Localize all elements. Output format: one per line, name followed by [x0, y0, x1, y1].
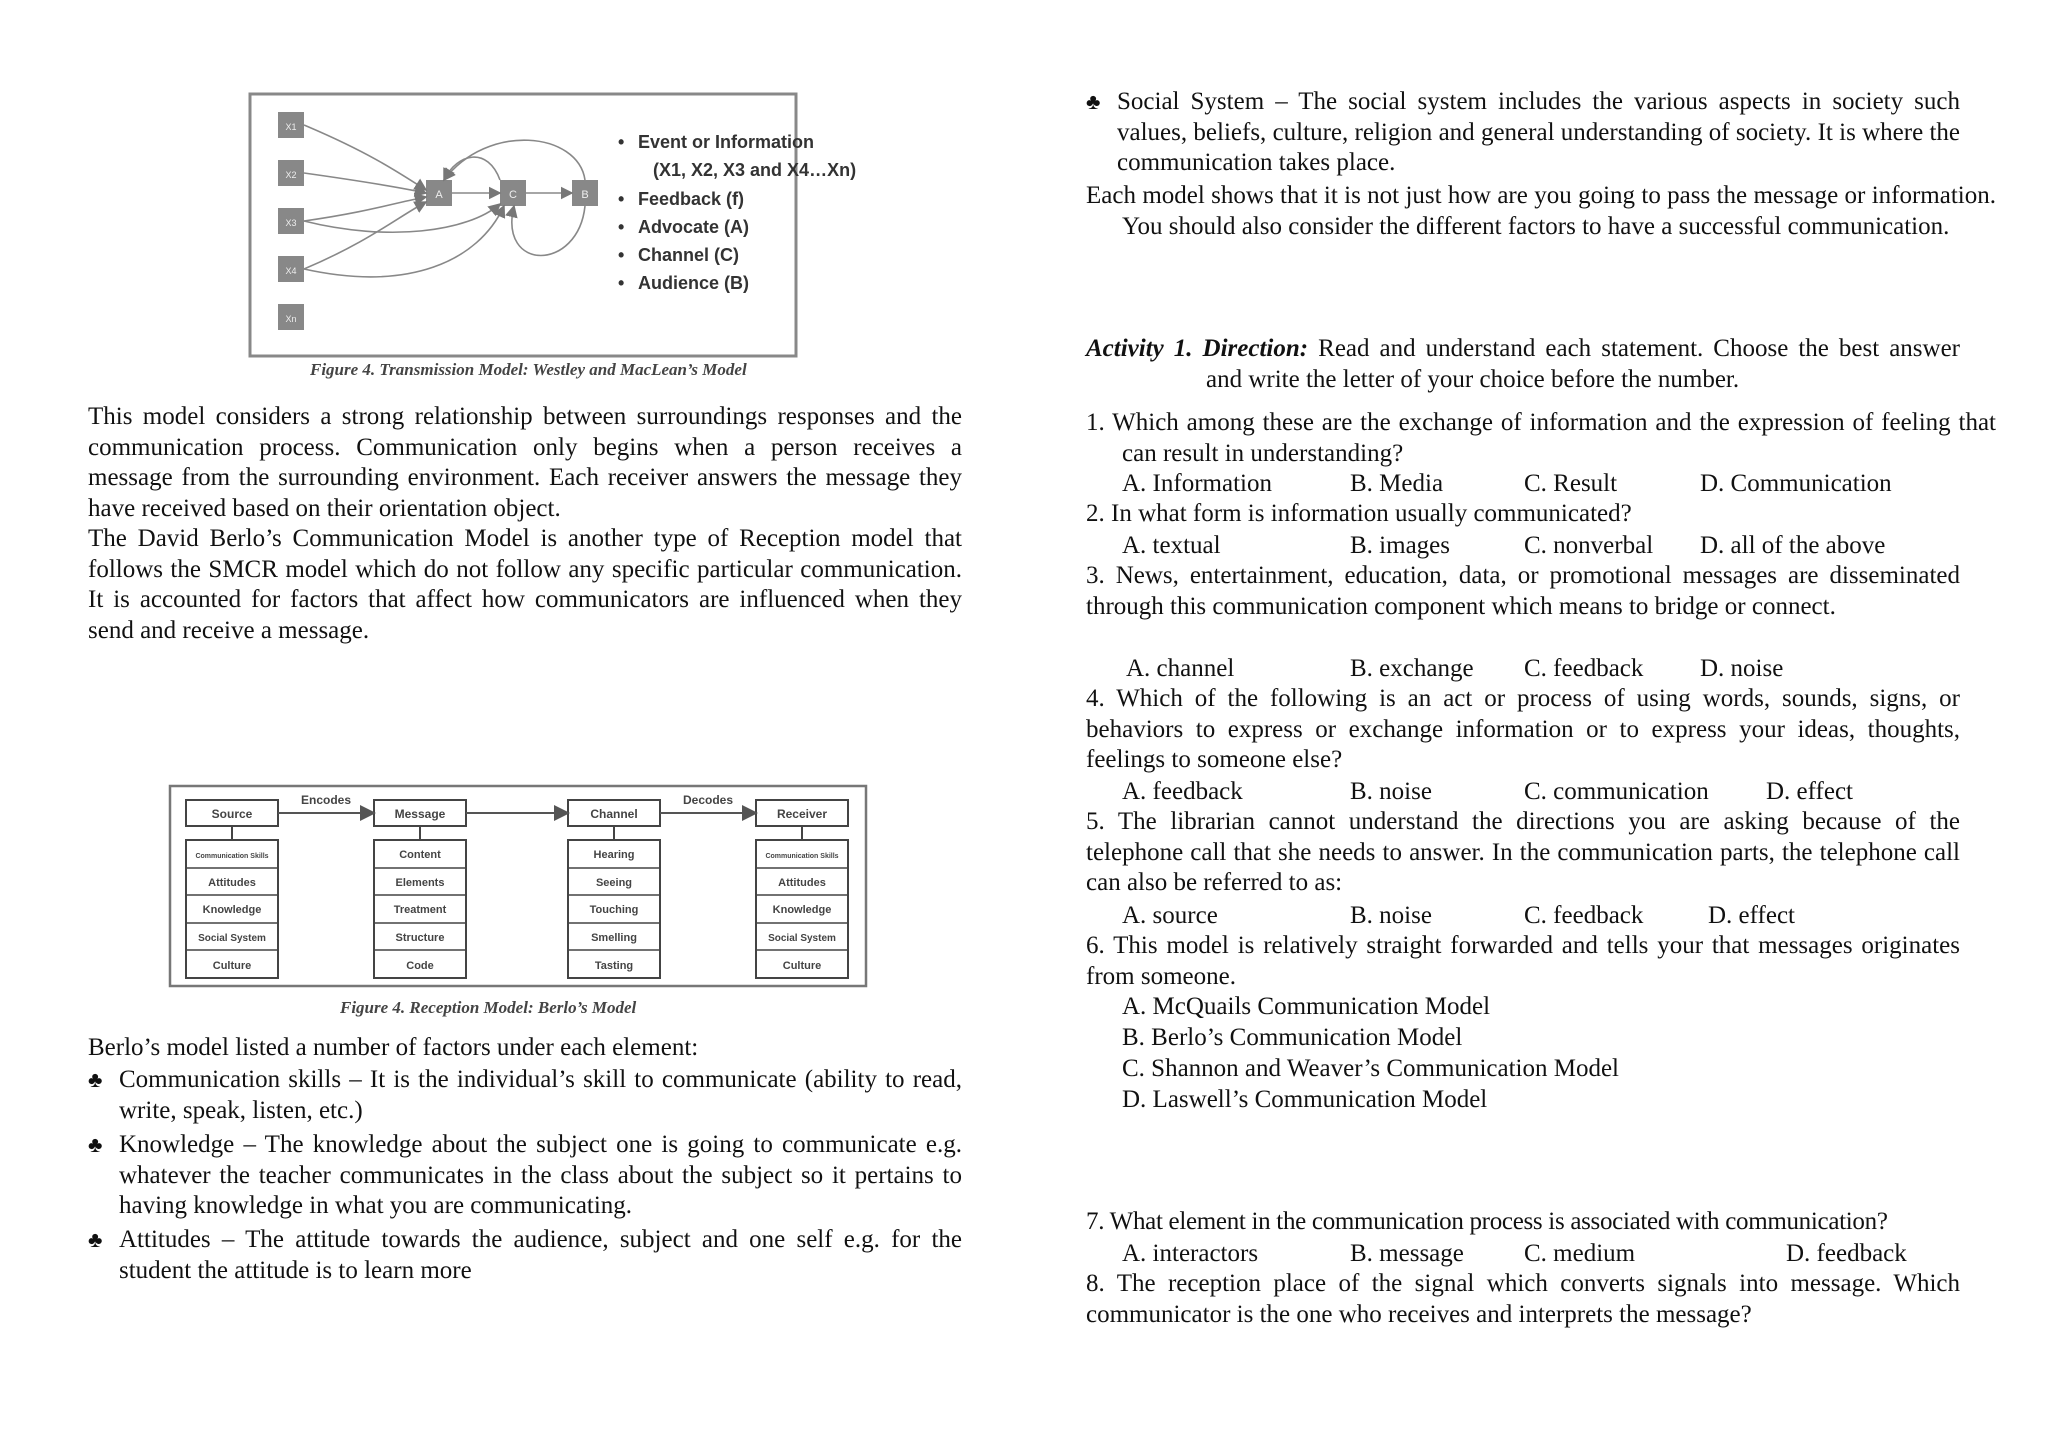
- berlo-source-items: [186, 840, 278, 978]
- berlo-source-head: Source: [211, 807, 253, 821]
- question-5: 5. The librarian cannot understand the directions you are asking because of the telephone call that she needs to answer. In the communication parts, the telephone call can also be referred to as:: [1086, 808, 1960, 896]
- question-1: 1. Which among these are the exchange of information and the expression of feeling that can result in understanding?: [1086, 409, 1996, 467]
- berlo-decodes: Decodes: [682, 793, 734, 807]
- q1-option-a: A. Information: [1122, 470, 1272, 497]
- question-7-options: [1086, 1238, 1960, 1269]
- club-icon: ♣: [88, 1227, 103, 1252]
- berlo-diagram: [168, 782, 880, 992]
- berlo-receiver-item-2: Attitudes: [778, 877, 826, 889]
- q6-option-d: D. Laswell’s Communication Model: [1122, 1086, 1488, 1113]
- legend-event: Event or Information: [638, 132, 815, 152]
- berlo-encodes: Encodes: [300, 793, 352, 807]
- figure1-caption: Figure 4. Transmission Model: Westley and MacLean’s Model: [310, 360, 747, 379]
- berlo-source-item-1: Communication Skills: [195, 853, 269, 860]
- legend-advocate: Advocate (A): [638, 217, 750, 237]
- figure2-caption: Figure 4. Reception Model: Berlo’s Model: [340, 998, 637, 1017]
- q5-option-b: B. noise: [1350, 902, 1432, 929]
- question-6: 6. This model is relatively straight forwarded and tells your that messages originates from someone.: [1086, 932, 1960, 990]
- club-icon: ♣: [88, 1132, 103, 1157]
- berlo-channel-item-1: Hearing: [593, 849, 635, 861]
- club-icon: ♣: [88, 1067, 103, 1092]
- berlo-message-item-3: Treatment: [393, 904, 447, 916]
- q1-option-c: C. Result: [1524, 470, 1618, 497]
- berlo-receiver-items: [756, 840, 848, 978]
- legend-audience: Audience (B): [638, 273, 750, 293]
- bullet-attitudes: [88, 1225, 962, 1286]
- q1-option-d: D. Communication: [1700, 470, 1892, 497]
- activity-label: Activity 1. Direction:: [1086, 335, 1309, 362]
- berlo-message-head: Message: [394, 807, 446, 821]
- berlo-channel-item-5: Tasting: [594, 960, 634, 972]
- figure-berlo: [168, 782, 880, 992]
- q7-option-a: A. interactors: [1122, 1240, 1259, 1267]
- q2-option-b: B. images: [1350, 532, 1450, 559]
- question-8: 8. The reception place of the signal which converts signals into message. Which communicator is the one who receives and interprets the message?: [1086, 1270, 1960, 1328]
- figure-westley-maclean: [248, 92, 886, 358]
- q7-option-b: B. message: [1350, 1240, 1464, 1267]
- q6-option-a: A. McQuails Communication Model: [1122, 993, 1491, 1020]
- berlo-message-items: [374, 840, 466, 978]
- westley-maclean-diagram: [248, 92, 886, 358]
- svg-text:•: •: [618, 132, 625, 152]
- berlo-source-item-4: Social System: [198, 933, 266, 944]
- q2-option-a: A. textual: [1122, 532, 1221, 559]
- q4-option-d: D. effect: [1766, 778, 1853, 805]
- bullet-social-system: [1086, 87, 1960, 179]
- q3-option-c: C. feedback: [1524, 655, 1644, 682]
- berlo-message-item-1: Content: [399, 849, 441, 861]
- q4-option-b: B. noise: [1350, 778, 1432, 805]
- bullet-text: Knowledge – The knowledge about the subject one is going to communicate e.g. whatever the teacher communicates in the class about the subject so it pertains to having knowledge in what you are communicating.: [119, 1131, 962, 1219]
- berlo-message-item-4: Structure: [395, 932, 445, 944]
- activity-text: Read and understand each statement. Choose the best answer and write the letter of your choice before the number.: [1206, 335, 1960, 393]
- club-icon: ♣: [1086, 89, 1101, 114]
- berlo-receiver-head: Receiver: [776, 807, 828, 821]
- q5-option-d: D. effect: [1708, 902, 1795, 929]
- paragraph-westley-model: This model considers a strong relationship between surroundings responses and the communication process. Communication only begins when a person receives a message from the surrounding environment. Each receiver answers the message they have received based on their orientation object.: [88, 403, 962, 522]
- bullet-text: Communication skills – It is the individual’s skill to communicate (ability to read, write, speak, listen, etc.): [119, 1066, 962, 1124]
- q5-option-c: C. feedback: [1524, 902, 1644, 929]
- legend-x-list: (X1, X2, X3 and X4…Xn): [653, 160, 857, 180]
- node-x3-label: X3: [285, 218, 297, 228]
- berlo-receiver-item-3: Knowledge: [772, 904, 832, 916]
- berlo-channel-items: [568, 840, 660, 978]
- berlo-channel-head: Channel: [590, 807, 638, 821]
- bullet-text: Attitudes – The attitude towards the audience, subject and one self e.g. for the student the attitude is to learn more: [119, 1226, 962, 1284]
- q4-option-c: C. communication: [1524, 778, 1709, 805]
- question-2-options: [1086, 530, 1960, 561]
- berlo-channel-item-3: Touching: [589, 904, 639, 916]
- berlo-source-item-3: Knowledge: [202, 904, 262, 916]
- question-3: 3. News, entertainment, education, data, or promotional messages are disseminated through this communication component which means to bridge or connect.: [1086, 562, 1960, 620]
- q7-option-c: C. medium: [1524, 1240, 1636, 1267]
- berlo-source-item-2: Attitudes: [208, 877, 256, 889]
- node-x1-label: X1: [285, 122, 297, 132]
- bullet-communication-skills: [88, 1065, 962, 1126]
- node-a-label: A: [435, 189, 443, 201]
- q6-option-b: B. Berlo’s Communication Model: [1122, 1024, 1463, 1051]
- q4-option-a: A. feedback: [1122, 778, 1243, 805]
- q5-option-a: A. source: [1122, 902, 1218, 929]
- legend-channel: Channel (C): [638, 245, 739, 265]
- node-b-label: B: [581, 189, 589, 201]
- question-4-options: [1086, 776, 1960, 807]
- q6-option-c: C. Shannon and Weaver’s Communication Model: [1122, 1055, 1619, 1082]
- question-4: 4. Which of the following is an act or process of using words, sounds, signs, or behaviors to express or exchange information or to express your ideas, thoughts, feelings to someone else?: [1086, 685, 1960, 773]
- berlo-channel-item-2: Seeing: [595, 877, 633, 889]
- berlo-channel-item-4: Smelling: [591, 932, 637, 944]
- svg-text:•: •: [618, 217, 625, 237]
- question-2: 2. In what form is information usually communicated?: [1086, 500, 1632, 527]
- berlo-source-item-5: Culture: [212, 960, 252, 972]
- berlo-message-item-2: Elements: [395, 877, 445, 889]
- svg-text:•: •: [618, 189, 625, 209]
- q3-option-d: D. noise: [1700, 655, 1784, 682]
- each-model-paragraph: Each model shows that it is not just how are you going to pass the message or information. You should also consider the different factors to have a successful communication.: [1086, 182, 1996, 240]
- q1-option-b: B. Media: [1350, 470, 1444, 497]
- berlo-receiver-item-4: Social System: [768, 933, 836, 944]
- q2-option-d: D. all of the above: [1700, 532, 1886, 559]
- berlo-intro: Berlo’s model listed a number of factors under each element:: [88, 1034, 699, 1061]
- question-5-options: [1086, 900, 1960, 931]
- question-1-options: [1086, 468, 1960, 499]
- berlo-receiver-item-1: Communication Skills: [765, 853, 839, 860]
- node-x4-label: X4: [285, 266, 297, 276]
- legend-feedback: Feedback (f): [638, 189, 745, 209]
- bullet-text: Social System – The social system includes the various aspects in society such values, beliefs, culture, religion and general understanding of society. It is where the communication takes place.: [1117, 88, 1960, 176]
- node-xn-label: Xn: [285, 314, 297, 324]
- node-x2-label: X2: [285, 170, 297, 180]
- q3-option-b: B. exchange: [1350, 655, 1474, 682]
- q2-option-c: C. nonverbal: [1524, 532, 1654, 559]
- bullet-knowledge: [88, 1130, 962, 1222]
- berlo-message-item-5: Code: [406, 960, 434, 972]
- berlo-receiver-item-5: Culture: [782, 960, 822, 972]
- paragraph-berlo-model: The David Berlo’s Communication Model is another type of Reception model that follows the SMCR model which do not follow any specific particular communication. It is accounted for factors that affect how communicators are influenced when they send and receive a message.: [88, 525, 962, 644]
- question-7: 7. What element in the communication process is associated with communication?: [1086, 1208, 1888, 1235]
- node-c-label: C: [509, 189, 517, 201]
- q3-option-a: A. channel: [1126, 655, 1235, 682]
- q7-option-d: D. feedback: [1786, 1240, 1907, 1267]
- svg-text:•: •: [618, 273, 625, 293]
- svg-text:•: •: [618, 245, 625, 265]
- activity-direction: [1086, 334, 1960, 395]
- question-3-options: [1086, 653, 1960, 684]
